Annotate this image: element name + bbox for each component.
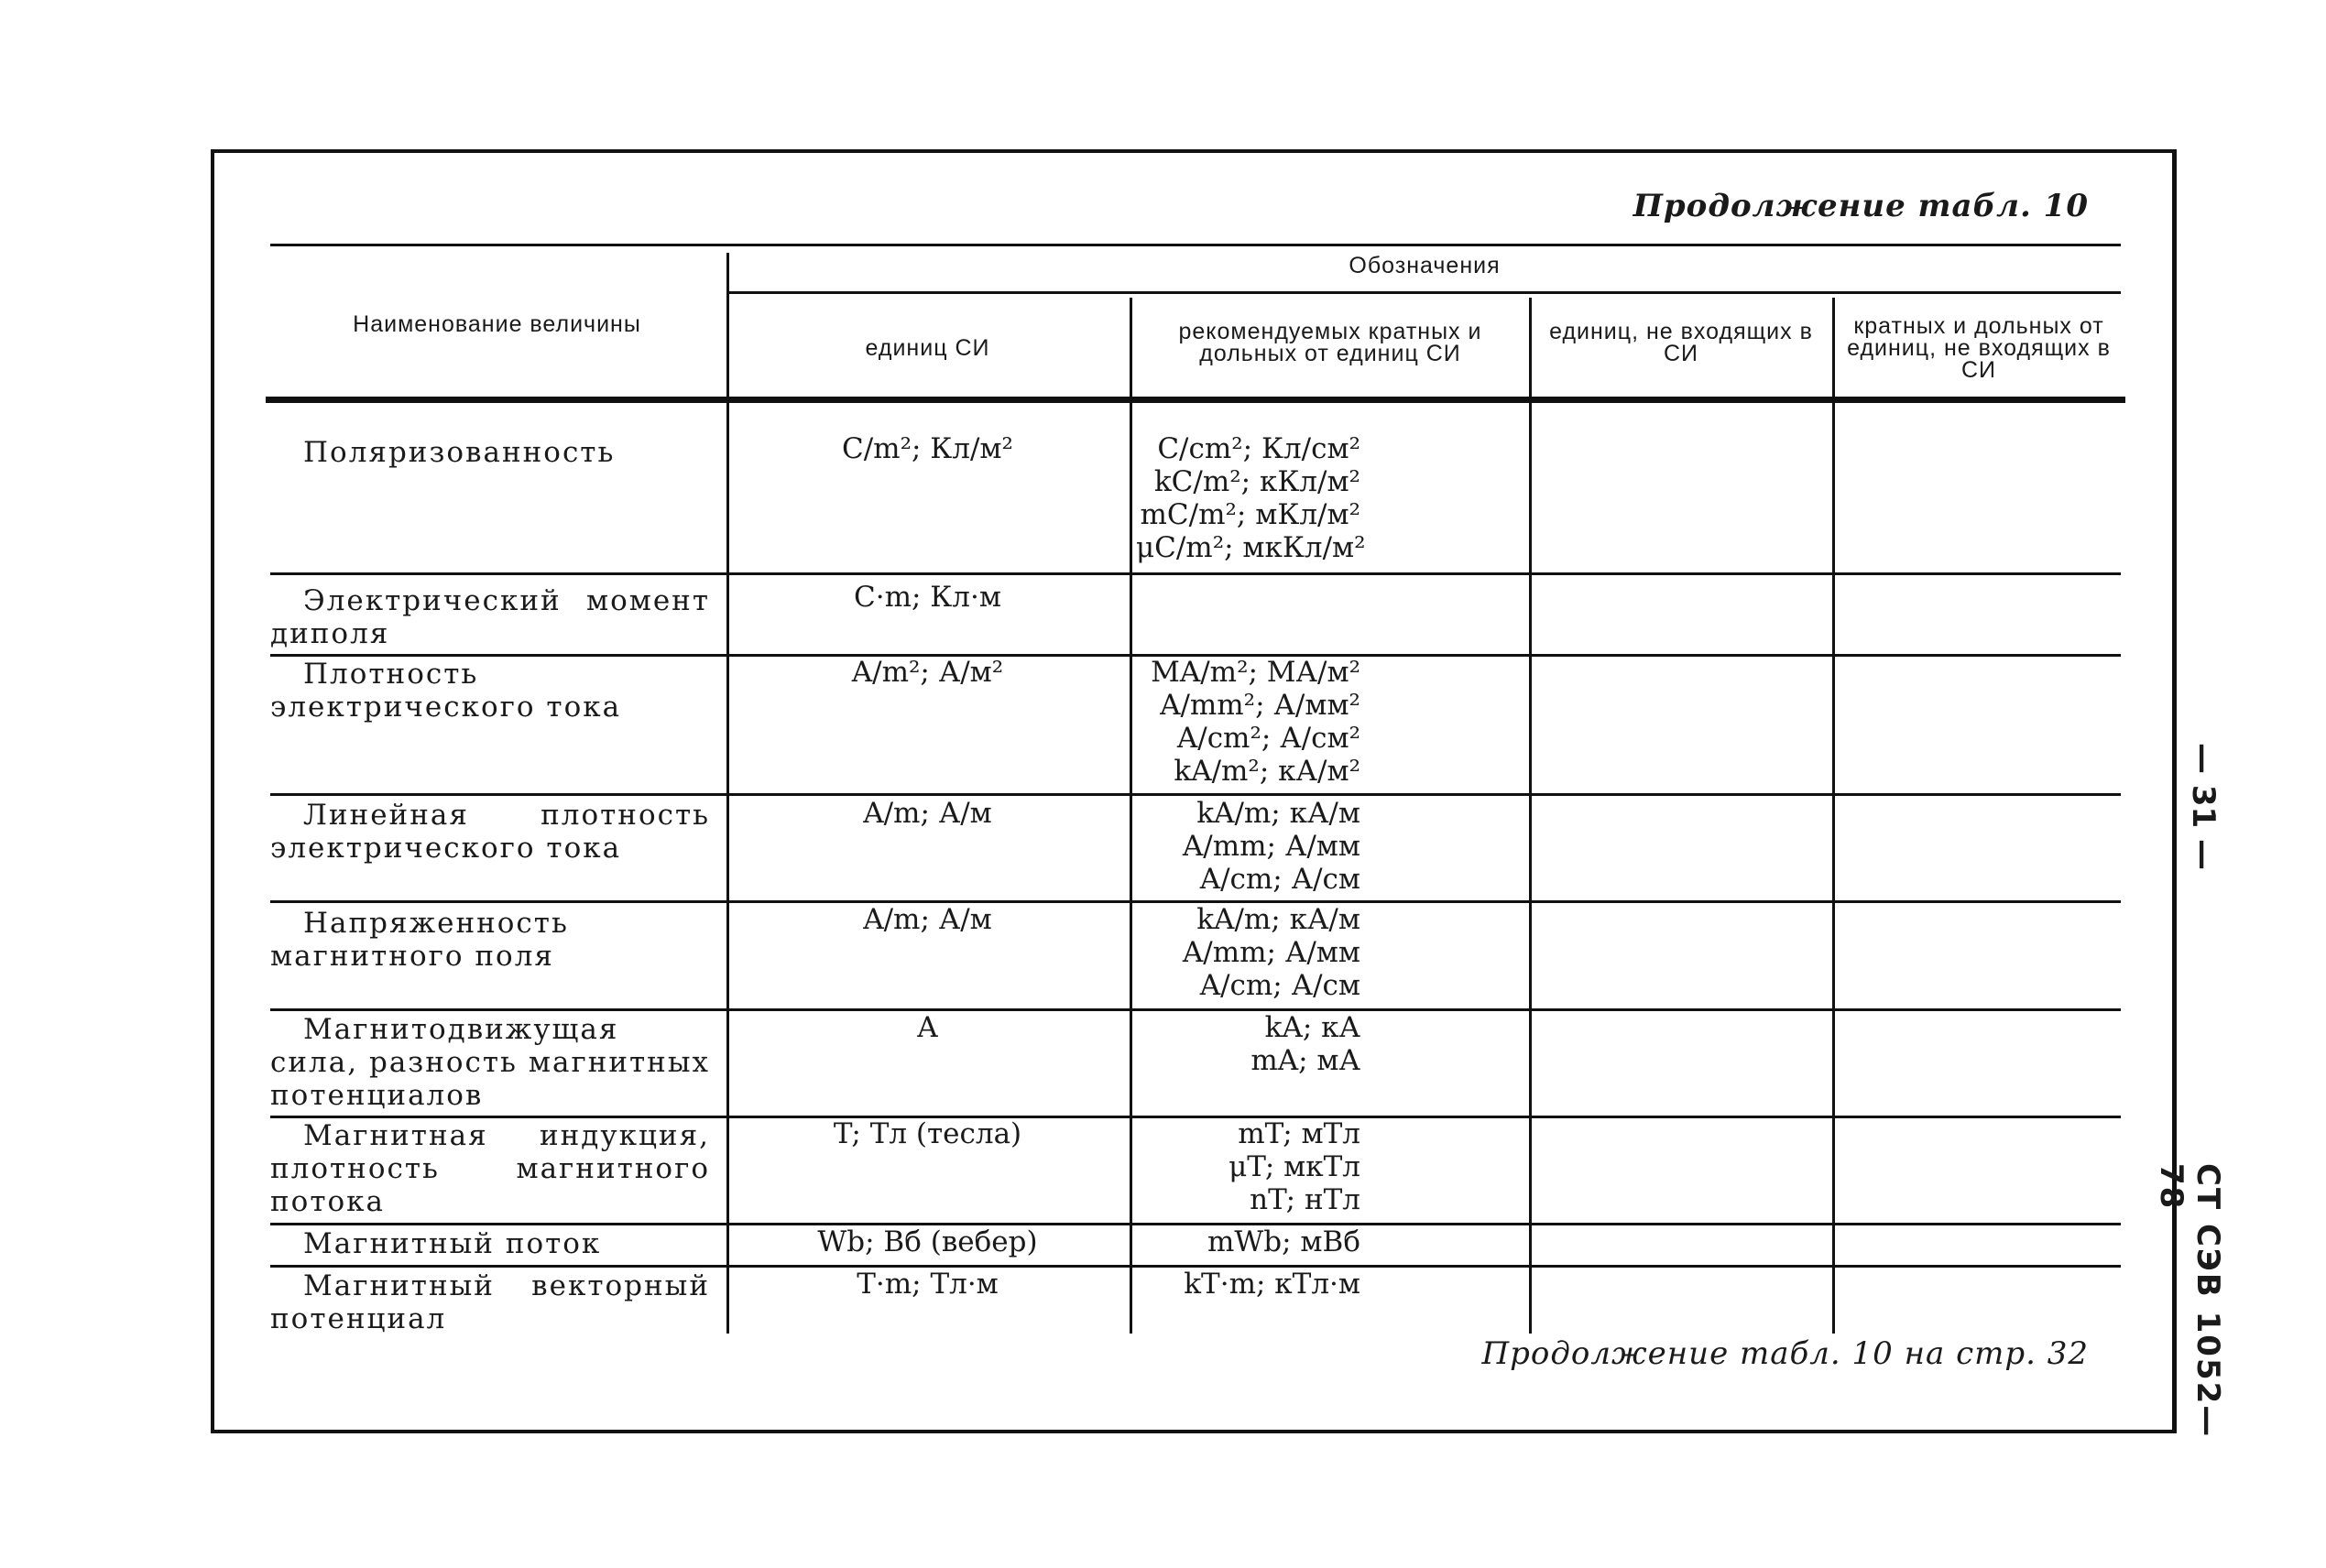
header-designations-group: Обозначения [1349, 253, 1501, 278]
table-continuation-caption: Продолжение табл. 10 [1633, 188, 2089, 224]
multiple-unit: mT; мТл [1238, 1117, 1360, 1150]
header-quantity-name: Наименование величины [353, 311, 641, 337]
standard-identifier: СТ СЭВ 1052—78 [2153, 1163, 2226, 1439]
si-unit: A/m; А/м [863, 797, 992, 830]
quantity-name [270, 799, 710, 865]
multiple-unit: kA/m²; кА/м² [1174, 755, 1360, 788]
multiples-list [1136, 656, 1498, 788]
multiples-list [1136, 1225, 1498, 1258]
quantity-name-text: Поляризованность [303, 436, 616, 469]
si-unit: T; Тл (тесла) [833, 1117, 1022, 1150]
page-number: — 31 — [2185, 742, 2222, 870]
frame-right-border [2172, 149, 2177, 1433]
header-non-si-multiples: кратных и дольных от единиц, не входящих в СИ [1847, 313, 2111, 383]
si-unit: C/m²; Кл/м² [842, 432, 1013, 465]
multiple-unit: mWb; мВб [1207, 1225, 1360, 1258]
group-header-rule [728, 291, 2121, 294]
si-unit: A/m; А/м [863, 903, 992, 936]
table-top-rule [270, 244, 2121, 246]
quantity-name-text: Магнитная индукция, плотность магнитного потока [270, 1119, 710, 1218]
multiple-unit: mA; мА [1250, 1044, 1360, 1077]
multiple-unit: μC/m²; мкКл/м² [1136, 531, 1366, 564]
header-non-si-units: единиц, не входящих в СИ [1549, 319, 1813, 366]
multiple-unit: μT; мкТл [1229, 1150, 1360, 1183]
column-rule [726, 253, 729, 1334]
quantity-name [270, 584, 710, 650]
multiple-unit: A/mm; А/мм [1182, 830, 1360, 863]
si-unit: A [917, 1011, 938, 1044]
multiple-unit: A/cm; А/см [1199, 969, 1360, 1002]
quantity-name-text: Магнитодвижущая сила, разность магнитных потенциалов [270, 1013, 710, 1112]
table-continuation-footer: Продолжение табл. 10 на стр. 32 [1481, 1335, 2089, 1372]
multiple-unit: A/cm²; А/см² [1176, 722, 1360, 755]
column-rule [1832, 298, 1835, 1334]
quantity-name [270, 1013, 710, 1112]
si-unit: T·m; Тл·м [857, 1268, 999, 1301]
quantity-name-text: Магнитный поток [303, 1227, 602, 1260]
frame-bottom-border [211, 1430, 2176, 1433]
multiple-unit: MA/m²; МА/м² [1151, 656, 1360, 689]
multiple-unit: C/cm²; Кл/см² [1157, 432, 1360, 465]
multiples-list [1136, 1268, 1498, 1301]
quantity-name-text: Напряженность магнитного поля [270, 907, 569, 973]
quantity-name [270, 1227, 710, 1260]
multiple-unit: kA; кА [1264, 1011, 1360, 1044]
quantity-name [270, 658, 710, 724]
multiple-unit: kC/m²; кКл/м² [1153, 465, 1360, 498]
frame-top-border [211, 149, 2176, 153]
header-si-units: единиц СИ [865, 335, 990, 361]
quantity-name-text: Магнитный векторный потенциал [270, 1269, 710, 1335]
quantity-name [270, 1269, 710, 1335]
si-unit: A/m²; А/м² [851, 656, 1004, 689]
quantity-name-text: Плотность электрического тока [270, 658, 622, 724]
multiple-unit: A/mm²; А/мм² [1160, 689, 1360, 722]
multiple-unit: mC/m²; мКл/м² [1140, 498, 1360, 531]
frame-left-border [211, 149, 214, 1433]
quantity-name [270, 1119, 710, 1218]
quantity-name [270, 907, 710, 973]
header-recommended-multiples: рекомендуемых кратных и дольных от единиц СИ [1178, 319, 1482, 366]
si-unit: Wb; Вб (вебер) [817, 1225, 1038, 1258]
multiple-unit: kA/m; кА/м [1196, 903, 1360, 936]
row-rule [270, 572, 2121, 575]
si-unit: C·m; Кл·м [854, 581, 1001, 614]
multiples-list [1136, 903, 1498, 1002]
quantity-name-text: Электрический момент диполя [270, 584, 710, 650]
multiples-list [1136, 1117, 1498, 1216]
quantity-name-text: Линейная плотность электрического тока [270, 799, 710, 865]
multiples-list [1136, 1011, 1498, 1077]
multiple-unit: kA/m; кА/м [1196, 797, 1360, 830]
multiple-unit: nT; нТл [1250, 1183, 1360, 1216]
quantity-name [270, 436, 710, 469]
header-bottom-rule [266, 397, 2125, 403]
row-rule [270, 793, 2121, 796]
multiple-unit: A/mm; А/мм [1182, 936, 1360, 969]
multiple-unit: kT·m; кТл·м [1184, 1268, 1360, 1301]
multiples-list [1136, 797, 1498, 896]
multiple-unit: A/cm; А/см [1199, 863, 1360, 896]
column-rule [1529, 298, 1532, 1334]
column-rule [1130, 298, 1132, 1334]
multiples-list [1136, 432, 1498, 564]
